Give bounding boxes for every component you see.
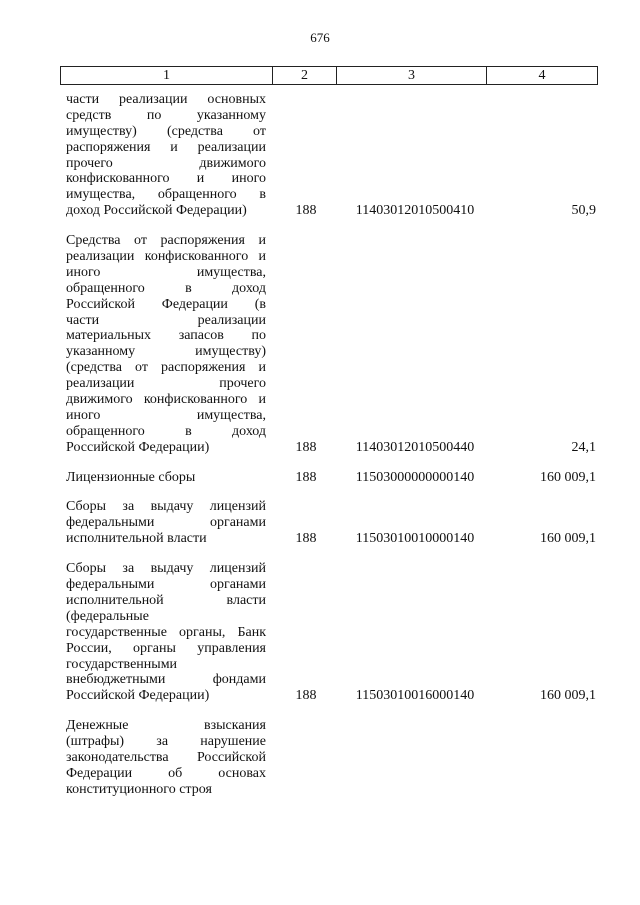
row-amount: 24,1 bbox=[571, 439, 596, 455]
description-line: законодательства Российской bbox=[66, 749, 266, 765]
description-line: средств по указанному bbox=[66, 107, 266, 123]
description-line: Федерации об основах bbox=[66, 765, 266, 781]
description-line: государственные органы, Банк bbox=[66, 624, 266, 640]
row-amount: 160 009,1 bbox=[540, 531, 596, 547]
row-description bbox=[66, 561, 266, 704]
table-row bbox=[0, 470, 640, 486]
description-line: части реализации основных bbox=[66, 92, 266, 107]
table-header-row bbox=[60, 66, 598, 85]
row-admin-code: 188 bbox=[295, 203, 317, 219]
row-amount: 160 009,1 bbox=[540, 688, 596, 704]
table-body bbox=[0, 92, 640, 812]
row-description bbox=[66, 233, 266, 455]
row-budget-code: 11403012010500440 bbox=[355, 439, 475, 455]
table-row bbox=[0, 499, 640, 547]
description-line: иного имущества, bbox=[66, 407, 266, 423]
description-line: (средства от распоряжения и bbox=[66, 360, 266, 376]
table-row bbox=[0, 718, 640, 797]
description-line: исполнительной власти bbox=[66, 531, 207, 547]
description-line: обращенного в доход bbox=[66, 280, 266, 296]
description-line: части реализации bbox=[66, 312, 266, 328]
page-number: 676 bbox=[310, 30, 330, 45]
description-line: Сборы за выдачу лицензий bbox=[66, 561, 266, 577]
description-line: распоряжения и реализации bbox=[66, 139, 266, 155]
description-line: реализации конфискованного и bbox=[66, 249, 266, 265]
description-line: Российской Федерации (в bbox=[66, 296, 266, 312]
row-description bbox=[66, 470, 266, 486]
description-line: федеральными органами bbox=[66, 515, 266, 531]
row-budget-code: 11503010010000140 bbox=[355, 531, 475, 547]
row-amount: 160 009,1 bbox=[540, 469, 596, 485]
header-col-3: 3 bbox=[337, 67, 487, 84]
description-line: Денежные взыскания bbox=[66, 718, 266, 734]
description-line: России, органы управления bbox=[66, 640, 266, 656]
description-line: внебюджетными фондами bbox=[66, 672, 266, 688]
description-line: материальных запасов по bbox=[66, 328, 266, 344]
row-admin-code: 188 bbox=[295, 688, 317, 704]
description-line: (штрафы) за нарушение bbox=[66, 734, 266, 750]
description-line: Сборы за выдачу лицензий bbox=[66, 499, 266, 515]
description-line: Средства от распоряжения и bbox=[66, 233, 266, 249]
row-budget-code: 11503000000000140 bbox=[355, 469, 475, 485]
row-budget-code: 11503010016000140 bbox=[355, 688, 475, 704]
description-line: государственными bbox=[66, 656, 178, 672]
row-admin-code: 188 bbox=[295, 531, 317, 547]
description-line: Российской Федерации) bbox=[66, 439, 210, 455]
row-description bbox=[66, 718, 266, 797]
description-line: Лицензионные сборы bbox=[66, 469, 196, 485]
description-line: доход Российской Федерации) bbox=[66, 203, 247, 219]
description-line: конфискованного и иного bbox=[66, 171, 266, 187]
description-line: имуществу) (средства от bbox=[66, 123, 266, 139]
row-amount: 50,9 bbox=[571, 203, 596, 219]
description-line: конституционного строя bbox=[66, 781, 212, 797]
description-line: иного имущества, bbox=[66, 264, 266, 280]
table-row bbox=[0, 92, 640, 219]
description-line: прочего движимого bbox=[66, 155, 266, 171]
row-budget-code: 11403012010500410 bbox=[355, 203, 475, 219]
description-line: движимого конфискованного и bbox=[66, 392, 266, 408]
header-col-2: 2 bbox=[273, 67, 337, 84]
table-row bbox=[0, 561, 640, 704]
header-col-1: 1 bbox=[61, 67, 273, 84]
description-line: (федеральные bbox=[66, 608, 149, 624]
description-line: Российской Федерации) bbox=[66, 688, 210, 704]
row-admin-code: 188 bbox=[295, 469, 317, 485]
description-line: федеральными органами bbox=[66, 577, 266, 593]
description-line: имущества, обращенного в bbox=[66, 187, 266, 203]
description-line: указанному имуществу) bbox=[66, 344, 266, 360]
header-col-4: 4 bbox=[538, 68, 546, 83]
description-line: обращенного в доход bbox=[66, 423, 266, 439]
table-row bbox=[0, 233, 640, 455]
description-line: исполнительной власти bbox=[66, 592, 266, 608]
description-line: реализации прочего bbox=[66, 376, 266, 392]
row-description bbox=[66, 92, 266, 219]
row-description bbox=[66, 499, 266, 547]
row-admin-code: 188 bbox=[295, 439, 317, 455]
